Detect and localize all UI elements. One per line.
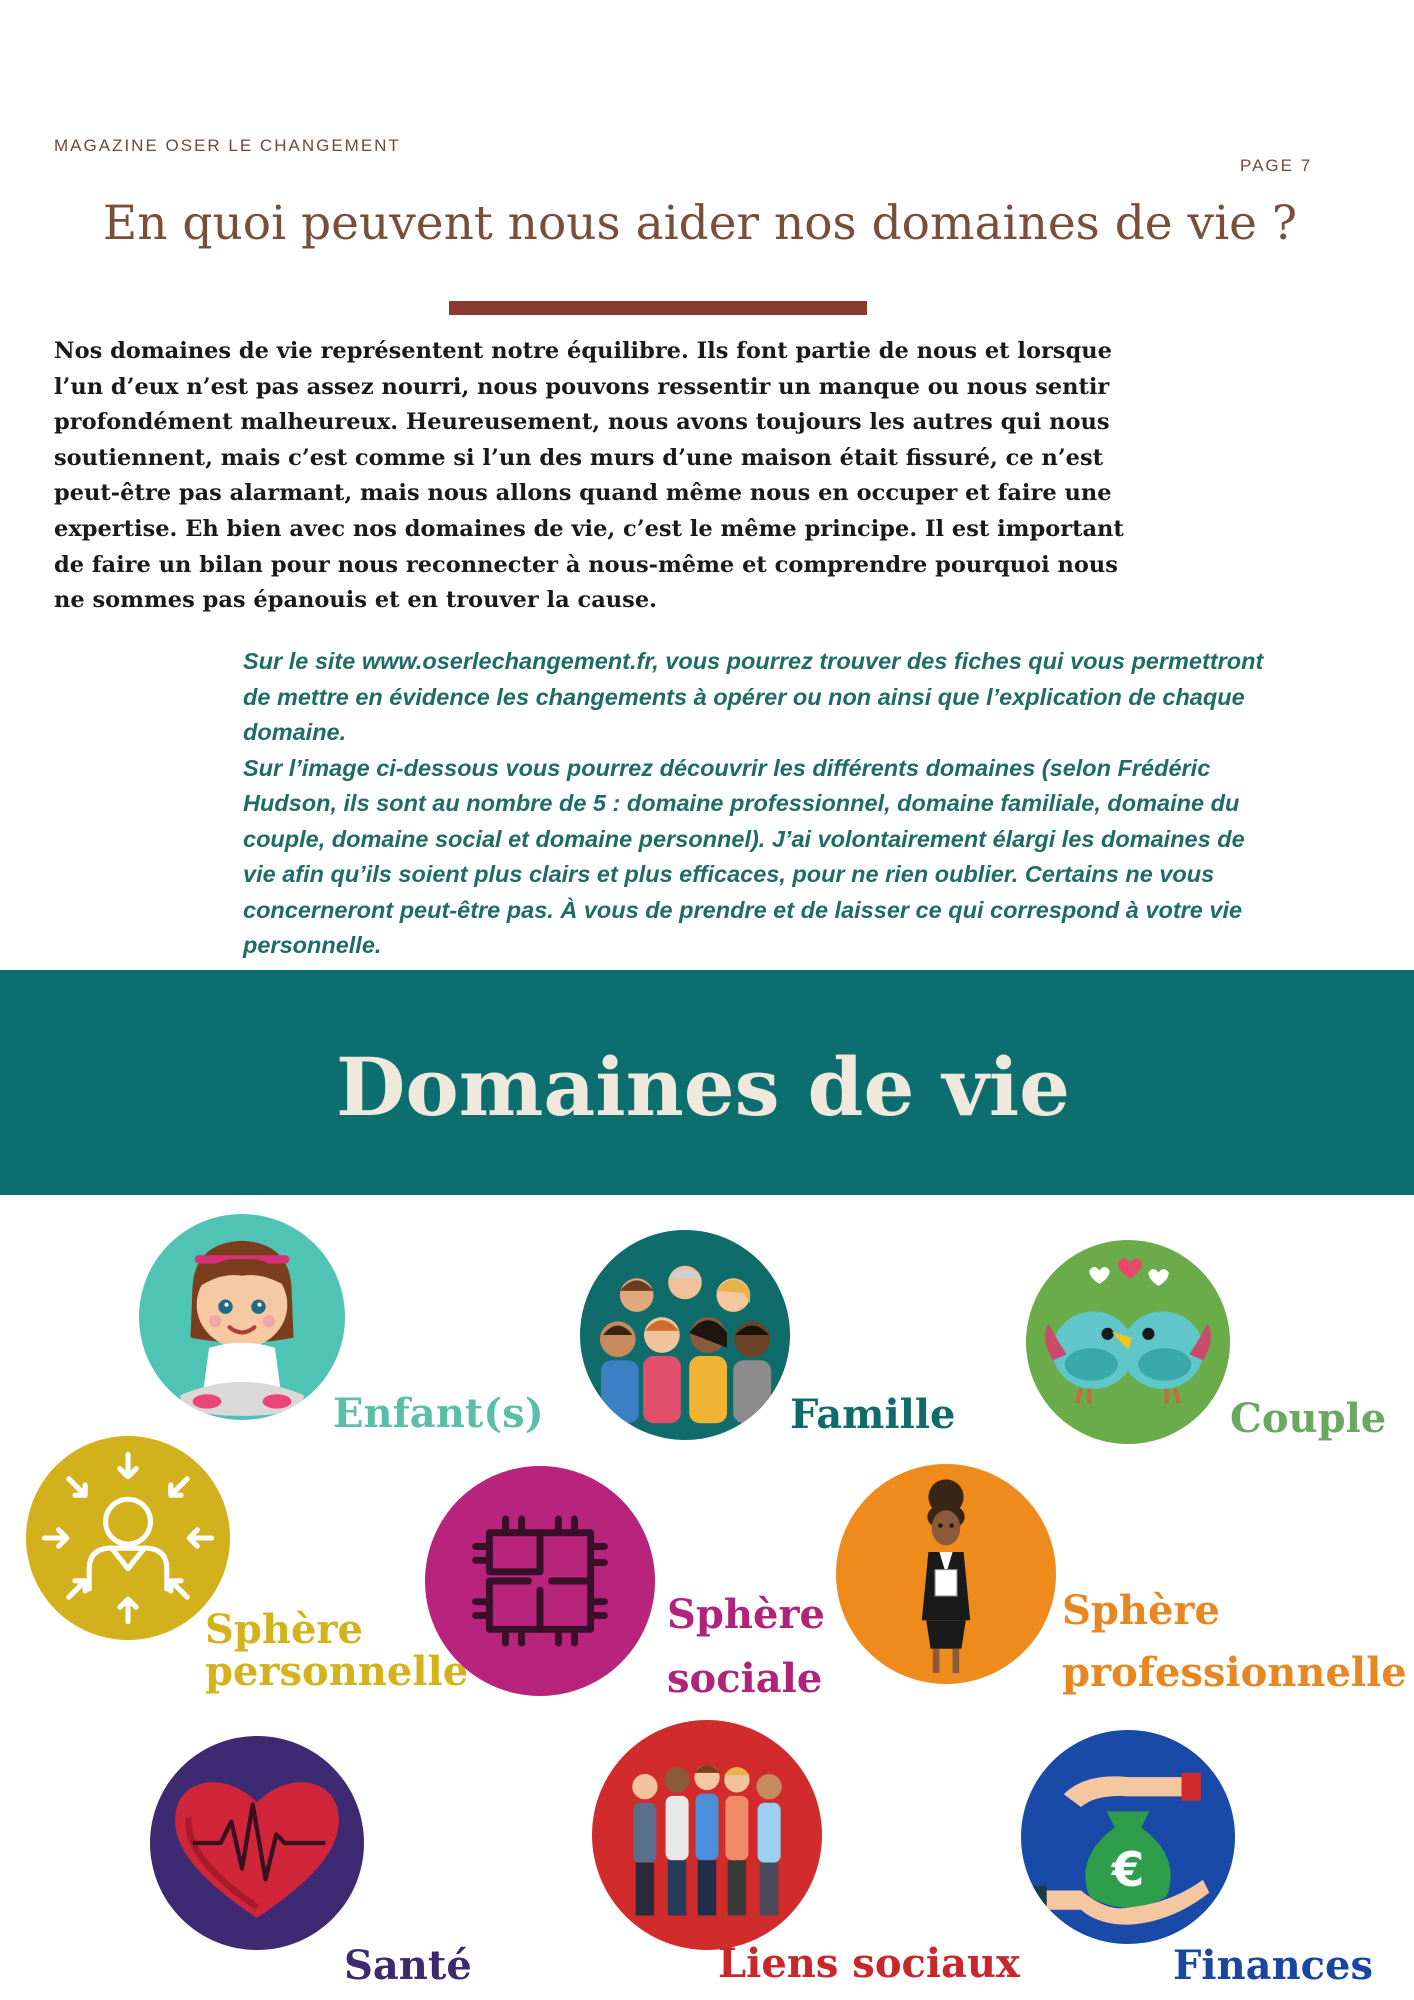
note-line: domaine.: [243, 719, 347, 745]
note-line: Sur le site www.oserlechangement.fr, vous pourrez trouver des fiches qui vous permettront: [243, 648, 1264, 674]
domain-circle-sphere-professionnelle: [836, 1464, 1056, 1684]
domain-circle-sphere-personnelle: [26, 1436, 230, 1640]
domain-label-sante: Santé: [344, 1942, 472, 1989]
intro-line: de faire un bilan pour nous reconnecter à nous-même et comprendre pourquoi nous: [54, 551, 1118, 578]
domain-label-sphere-sociale: [667, 1583, 825, 1711]
domain-label-finances: Finances: [1173, 1942, 1373, 1989]
banner-title: Domaines de vie: [335, 1039, 1071, 1134]
title-underline: [449, 301, 867, 315]
note-line: Hudson, ils sont au nombre de 5 : domaine professionnel, domaine familiale, domaine du: [243, 790, 1240, 816]
article-title: En quoi peuvent nous aider nos domaines de vie ?: [102, 196, 1298, 251]
note-line: de mettre en évidence les changements à opérer ou non ainsi que l’explication de chaque: [243, 683, 1245, 710]
domain-circle-enfants: [139, 1214, 345, 1420]
money-bag-icon: [1021, 1730, 1235, 1944]
domain-label-line: personnelle: [205, 1648, 469, 1695]
intro-line: l’un d’eux n’est pas assez nourri, nous pouvons ressentir un manque ou nous sentir: [54, 373, 1110, 400]
note-line: Sur l’image ci-dessous vous pourrez découvrir les différents domaines (selon Frédéric: [243, 754, 1211, 781]
intro-line: soutiennent, mais c’est comme si l’un des murs d’une maison était fissuré, ce n’est: [54, 444, 1104, 471]
domain-circle-liens-sociaux: [592, 1720, 822, 1950]
joined-hands-icon: [425, 1466, 655, 1696]
domain-circle-couple: [1026, 1240, 1230, 1444]
website-note: [243, 644, 1403, 964]
svg-text:€: €: [1111, 1843, 1145, 1899]
domain-label-line: professionnelle: [1062, 1649, 1407, 1696]
love-birds-icon: [1026, 1240, 1230, 1444]
domain-label-enfants: Enfant(s): [333, 1390, 544, 1437]
note-line: concerneront peut-être pas. À vous de prendre et de laisser ce qui correspond à votre vie: [243, 896, 1243, 923]
domain-label-line: Sphère: [205, 1606, 363, 1653]
domain-label-liens-sociaux: Liens sociaux: [718, 1940, 1020, 1987]
infographic-banner: [0, 970, 1414, 1195]
intro-paragraph: [54, 334, 1154, 619]
domain-circle-famille: [580, 1230, 790, 1440]
intro-line: expertise. Eh bien avec nos domaines de vie, c’est le même principe. Il est important: [54, 515, 1124, 542]
heart-pulse-icon: [150, 1736, 364, 1950]
family-group-icon: [580, 1230, 790, 1440]
domain-label-line: sociale: [667, 1655, 823, 1702]
domain-label-line: Sphère: [667, 1591, 825, 1638]
note-line: personnelle.: [243, 932, 382, 958]
note-line: couple, domaine social et domaine personnel). J’ai volontairement élargi les domaines de: [243, 825, 1245, 852]
intro-line: profondément malheureux. Heureusement, nous avons toujours les autres qui nous: [54, 409, 1110, 436]
domain-circle-finances: [1021, 1730, 1235, 1944]
domain-circle-sphere-sociale: [425, 1466, 655, 1696]
note-line: vie afin qu’ils soient plus clairs et plus efficaces, pour ne rien oublier. Certains ne vous: [243, 861, 1215, 887]
domain-label-famille: Famille: [790, 1391, 956, 1438]
child-icon: [139, 1214, 345, 1420]
businesswoman-icon: [836, 1464, 1056, 1684]
intro-line: peut-être pas alarmant, mais nous allons quand même nous en occuper et faire une: [54, 480, 1112, 507]
domain-circle-sante: [150, 1736, 364, 1950]
domain-label-sphere-professionnelle: [1062, 1580, 1407, 1704]
magazine-name: MAGAZINE OSER LE CHANGEMENT: [54, 136, 401, 155]
page-number: PAGE 7: [1240, 156, 1313, 175]
intro-line: Nos domaines de vie représentent notre équilibre. Ils font partie de nous et lorsque: [54, 338, 1112, 364]
domain-label-line: Sphère: [1062, 1587, 1220, 1634]
person-focus-icon: [26, 1436, 230, 1640]
domain-label-couple: Couple: [1230, 1395, 1387, 1442]
intro-line: ne sommes pas épanouis et en trouver la cause.: [54, 587, 657, 614]
people-row-icon: [592, 1720, 822, 1950]
